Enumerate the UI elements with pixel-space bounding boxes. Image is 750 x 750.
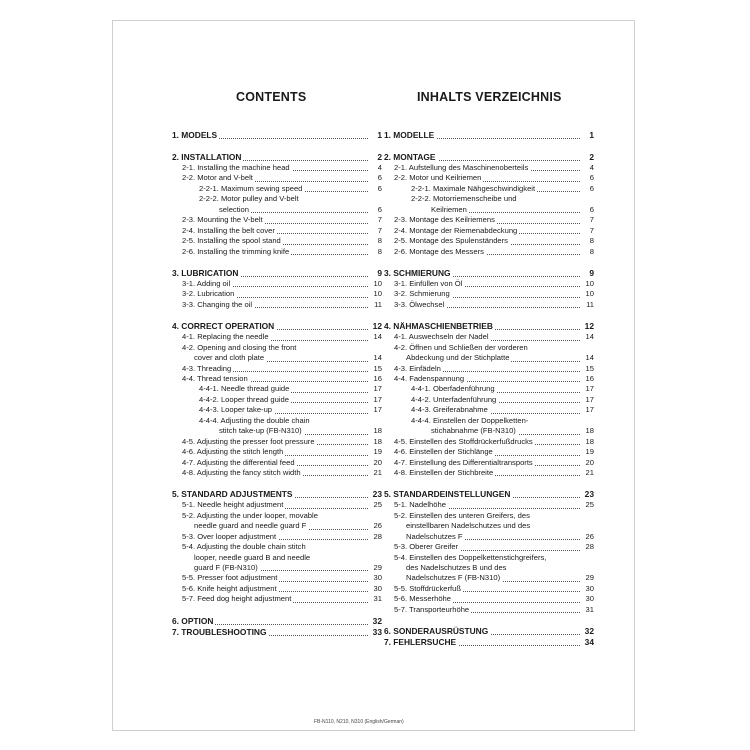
toc-section-entry	[172, 500, 382, 510]
toc-section-entry	[172, 300, 382, 310]
toc-page-number: 21	[580, 468, 594, 478]
toc-page-number: 16	[580, 374, 594, 384]
toc-entry-label: 4. NÄHMASCHIENBETRIEB	[384, 321, 493, 332]
toc-entry-label: 4-7. Einstellung des Differentialtransports	[394, 457, 533, 467]
toc-entry-label: 2-2. Motor und Keilriemen	[394, 173, 482, 183]
contents-list-german	[384, 130, 594, 648]
toc-entry-label: 3-1. Adding oil	[182, 278, 231, 288]
contents-title: CONTENTS	[236, 90, 307, 104]
toc-entry-label: stichabnahme (FB-N310)	[431, 426, 516, 436]
toc-section-entry	[384, 500, 594, 510]
toc-section-entry	[384, 247, 594, 257]
toc-entry-label: 2-3. Montage des Keilriemens	[394, 215, 495, 225]
toc-section-entry	[384, 236, 594, 246]
toc-page-number: 31	[368, 594, 382, 604]
toc-page-number: 33	[368, 627, 382, 638]
toc-section-entry	[172, 247, 382, 257]
toc-page-number: 19	[580, 447, 594, 457]
toc-page-number: 26	[580, 532, 594, 542]
toc-entry-label: 2-3. Mounting the V-belt	[182, 215, 263, 225]
toc-section-entry	[172, 542, 382, 552]
toc-entry-label: looper, needle guard B and needle	[194, 552, 311, 562]
toc-section-entry	[384, 584, 594, 594]
toc-section-entry	[384, 353, 594, 363]
toc-entry-label: 4-3. Threading	[182, 363, 232, 373]
toc-entry-label: 4-7. Adjusting the differential feed	[182, 457, 295, 467]
toc-entry-label: selection	[219, 204, 249, 214]
toc-entry-label: 2-2-2. Motorriemenscheibe und	[411, 194, 517, 204]
toc-page-number: 18	[368, 426, 382, 436]
toc-section-entry	[384, 395, 594, 405]
toc-section-entry	[384, 405, 594, 415]
toc-page-number: 18	[580, 426, 594, 436]
toc-entry-label: Abdeckung und der Stichplatte	[406, 353, 510, 363]
toc-page-number: 19	[368, 447, 382, 457]
toc-page-number: 32	[580, 626, 594, 637]
toc-chapter-entry	[172, 130, 382, 141]
toc-entry-label: 5-5. Presser foot adjustment	[182, 573, 278, 583]
toc-chapter-entry	[172, 321, 382, 332]
toc-section-entry	[172, 511, 382, 521]
toc-entry-label: 4-4-1. Oberfadenführung	[411, 384, 495, 394]
toc-entry-label: 2-1. Aufstellung des Maschinenoberteils	[394, 163, 529, 172]
toc-entry-label: 4-4. Fadenspannung	[394, 374, 465, 383]
toc-section-entry	[172, 447, 382, 457]
toc-entry-label: 4-8. Einstellen der Stichbreite	[394, 467, 494, 477]
toc-page-number: 6	[580, 173, 594, 183]
toc-entry-label: 2. MONTAGE	[384, 152, 436, 162]
toc-section-entry	[172, 163, 382, 173]
toc-section-entry	[384, 163, 594, 173]
toc-section-entry	[384, 605, 594, 615]
toc-section-entry	[172, 573, 382, 583]
toc-page-number: 4	[580, 163, 594, 173]
toc-page-number: 8	[368, 247, 382, 257]
toc-section-entry	[384, 279, 594, 289]
toc-entry-label: 4-4-2. Looper thread guide	[199, 394, 289, 404]
toc-page-number: 1	[368, 130, 382, 141]
toc-entry-label: 4. CORRECT OPERATION	[172, 321, 275, 332]
toc-section-entry	[384, 563, 594, 573]
toc-entry-label: 5-2. Adjusting the under looper, movable	[182, 510, 318, 520]
toc-section-entry	[172, 521, 382, 531]
toc-section-entry	[172, 563, 382, 573]
toc-entry-label: 4-4. Thread tension	[182, 374, 248, 383]
toc-entry-label: 2-5. Montage des Spulenständers	[394, 236, 508, 246]
toc-page-number: 30	[580, 584, 594, 594]
toc-section-entry	[384, 573, 594, 583]
toc-entry-label: 4-8. Adjusting the fancy stitch width	[182, 467, 301, 477]
toc-entry-label: 2-2-1. Maximum sewing speed	[199, 183, 303, 193]
toc-entry-label: 4-2. Öffnen und Schließen der vorderen	[394, 342, 528, 352]
toc-entry-label: 4-4-3. Greiferabnahme	[411, 405, 488, 415]
toc-entry-label: 5-1. Nadelhöhe	[394, 500, 446, 510]
toc-section-entry	[172, 416, 382, 426]
toc-section-entry	[384, 437, 594, 447]
toc-page-number: 18	[368, 437, 382, 447]
toc-page-number: 7	[368, 215, 382, 225]
toc-section-entry	[384, 542, 594, 552]
toc-entry-label: Nadelschutzes F	[406, 531, 463, 541]
toc-section-entry	[172, 353, 382, 363]
toc-page-number: 12	[580, 321, 594, 332]
toc-entry-label: 3-2. Lubrication	[182, 289, 235, 299]
toc-entry-label: 5. STANDARDEINSTELLUNGEN	[384, 489, 511, 500]
toc-page-number: 20	[368, 458, 382, 468]
toc-chapter-entry	[172, 489, 382, 500]
toc-entry-label: des Nadelschutzes B und des	[406, 563, 507, 572]
toc-entry-label: 2-6. Montage des Messers	[394, 246, 484, 256]
toc-section-entry	[172, 215, 382, 225]
toc-section-entry	[384, 332, 594, 342]
toc-page-number: 6	[368, 205, 382, 215]
toc-page-number: 17	[368, 384, 382, 394]
toc-page-number: 2	[580, 152, 594, 163]
toc-entry-label: 5-1. Needle height adjustment	[182, 500, 284, 510]
toc-section-entry	[172, 279, 382, 289]
toc-page-number: 12	[368, 321, 382, 332]
toc-entry-label: 2-2. Motor and V-belt	[182, 173, 253, 183]
toc-page-number: 32	[368, 616, 382, 627]
toc-chapter-entry	[172, 268, 382, 279]
toc-section-entry	[384, 521, 594, 531]
toc-entry-label: 2-4. Installing the belt cover	[182, 225, 275, 235]
toc-entry-label: 4-3. Einfädeln	[394, 363, 441, 373]
toc-entry-label: 4-4-4. Einstellen der Doppelketten-	[411, 415, 529, 425]
toc-page-number: 34	[580, 637, 594, 648]
toc-chapter-entry	[384, 268, 594, 279]
toc-page-number: 16	[368, 374, 382, 384]
toc-page-number: 29	[368, 563, 382, 573]
toc-entry-label: 2-2-1. Maximale Nähgeschwindigkeit	[411, 183, 536, 193]
toc-chapter-entry	[384, 130, 594, 141]
toc-section-entry	[172, 289, 382, 299]
toc-entry-label: 4-2. Opening and closing the front	[182, 342, 297, 352]
model-footer: FB-N110, N210, N310 (English/German)	[314, 719, 404, 725]
toc-section-entry	[384, 343, 594, 353]
toc-entry-label: 4-4-2. Unterfadenführung	[411, 394, 497, 404]
toc-section-entry	[172, 426, 382, 436]
toc-chapter-entry	[172, 152, 382, 163]
toc-section-entry	[384, 364, 594, 374]
toc-entry-label: 3-3. Changing the oil	[182, 299, 253, 309]
toc-page-number: 4	[368, 163, 382, 173]
toc-page-number: 15	[580, 364, 594, 374]
toc-entry-label: 4-4-3. Looper take-up	[199, 405, 273, 415]
toc-section-entry	[384, 226, 594, 236]
toc-page-number: 14	[368, 353, 382, 363]
toc-section-entry	[172, 226, 382, 236]
toc-section-entry	[172, 532, 382, 542]
toc-entry-label: 2-4. Montage der Riemenabdeckung	[394, 225, 518, 235]
toc-entry-label: 2-2-2. Motor pulley and V-belt	[199, 194, 299, 204]
toc-page-number: 30	[368, 584, 382, 594]
toc-page-number: 14	[368, 332, 382, 342]
toc-entry-label: 5-4. Einstellen des Doppelkettenstichgreifers,	[394, 552, 547, 562]
toc-section-entry	[384, 289, 594, 299]
toc-section-entry	[384, 374, 594, 384]
toc-chapter-entry	[384, 626, 594, 637]
toc-entry-label: 2-1. Installing the machine head	[182, 163, 290, 172]
toc-entry-label: stitch take-up (FB-N310)	[219, 426, 302, 436]
toc-entry-label: 4-5. Adjusting the presser foot pressure	[182, 436, 315, 446]
toc-page-number: 10	[580, 289, 594, 299]
toc-entry-label: 5-4. Adjusting the double chain stitch	[182, 542, 306, 552]
toc-chapter-entry	[384, 321, 594, 332]
toc-section-entry	[384, 511, 594, 521]
toc-page-number: 11	[580, 300, 594, 310]
toc-page-number: 25	[580, 500, 594, 510]
toc-page-number: 6	[580, 205, 594, 215]
toc-page-number: 17	[368, 405, 382, 415]
toc-section-entry	[384, 447, 594, 457]
toc-entry-label: 6. SONDERAUSRÜSTUNG	[384, 626, 489, 637]
toc-section-entry	[172, 584, 382, 594]
toc-page-number: 15	[368, 364, 382, 374]
toc-page-number: 17	[580, 395, 594, 405]
toc-entry-label: 2-5. Installing the spool stand	[182, 236, 281, 246]
toc-entry-label: 4-1. Replacing the needle	[182, 332, 269, 342]
toc-page-number: 10	[368, 279, 382, 289]
toc-section-entry	[172, 205, 382, 215]
toc-page-number: 9	[580, 268, 594, 279]
toc-chapter-entry	[172, 627, 382, 638]
toc-section-entry	[172, 553, 382, 563]
toc-page-number: 17	[368, 395, 382, 405]
toc-section-entry	[172, 405, 382, 415]
toc-page-number: 20	[580, 458, 594, 468]
toc-entry-label: 3-2. Schmierung	[394, 289, 450, 299]
toc-entry-label: 5-3. Oberer Greifer	[394, 542, 459, 552]
toc-entry-label: Nadelschutzes F (FB-N310)	[406, 573, 501, 583]
toc-section-entry	[172, 437, 382, 447]
toc-entry-label: 4-5. Einstellen des Stoffdrückerfußdrucks	[394, 436, 533, 446]
toc-entry-label: 3. LUBRICATION	[172, 267, 239, 278]
toc-entry-label: 5-6. Messerhöhe	[394, 594, 451, 604]
toc-section-entry	[384, 468, 594, 478]
toc-page-number: 10	[580, 279, 594, 289]
toc-page-number: 6	[368, 173, 382, 183]
toc-section-entry	[172, 332, 382, 342]
toc-entry-label: 5. STANDARD ADJUSTMENTS	[172, 489, 293, 500]
toc-entry-label: 5-5. Stoffdrückerfuß	[394, 583, 461, 593]
toc-entry-label: 4-6. Adjusting the stitch length	[182, 447, 284, 457]
toc-chapter-entry	[384, 489, 594, 500]
toc-entry-label: 2. INSTALLATION	[172, 152, 242, 162]
inhalts-verzeichnis-title: INHALTS VERZEICHNIS	[417, 90, 562, 104]
toc-section-entry	[172, 468, 382, 478]
toc-entry-label: 4-6. Einstellen der Stichlänge	[394, 447, 493, 457]
toc-section-entry	[172, 458, 382, 468]
toc-page-number: 6	[580, 184, 594, 194]
toc-page-number: 25	[368, 500, 382, 510]
toc-page-number: 18	[580, 437, 594, 447]
toc-chapter-entry	[384, 152, 594, 163]
toc-page-number: 28	[368, 532, 382, 542]
toc-page-number: 14	[580, 332, 594, 342]
toc-page-number: 8	[580, 236, 594, 246]
toc-page-number: 14	[580, 353, 594, 363]
toc-entry-label: 5-6. Knife height adjustment	[182, 583, 277, 593]
toc-entry-label: 5-2. Einstellen des unteren Greifers, des	[394, 510, 530, 520]
toc-section-entry	[172, 374, 382, 384]
toc-section-entry	[384, 194, 594, 204]
toc-entry-label: 5-7. Feed dog height adjustment	[182, 594, 292, 604]
toc-section-entry	[172, 173, 382, 183]
toc-entry-label: 7. FEHLERSUCHE	[384, 637, 457, 648]
toc-section-entry	[384, 184, 594, 194]
toc-entry-label: guard F (FB-N310)	[194, 563, 258, 572]
toc-page-number: 29	[580, 573, 594, 583]
toc-entry-label: cover and cloth plate	[194, 353, 265, 363]
toc-entry-label: 5-7. Transporteurhöhe	[394, 604, 470, 614]
toc-entry-label: 2-6. Installing the trimming knife	[182, 246, 290, 256]
toc-section-entry	[384, 458, 594, 468]
contents-list-english	[172, 130, 382, 638]
toc-section-entry	[384, 416, 594, 426]
toc-section-entry	[384, 426, 594, 436]
toc-page-number: 23	[580, 489, 594, 500]
toc-page-number: 17	[580, 405, 594, 415]
toc-entry-label: needle guard and needle guard F	[194, 521, 307, 531]
toc-entry-label: 3. SCHMIERUNG	[384, 267, 451, 278]
toc-entry-label: Keilriemen	[431, 204, 467, 214]
toc-page-number: 28	[580, 542, 594, 552]
toc-entry-label: 3-1. Einfüllen von Öl	[394, 278, 463, 288]
toc-section-entry	[384, 553, 594, 563]
toc-entry-label: 4-4-4. Adjusting the double chain	[199, 415, 310, 425]
toc-chapter-entry	[172, 616, 382, 627]
toc-chapter-entry	[384, 637, 594, 648]
toc-page-number: 8	[368, 236, 382, 246]
toc-page-number: 23	[368, 489, 382, 500]
toc-section-entry	[172, 594, 382, 604]
toc-section-entry	[384, 594, 594, 604]
toc-entry-label: 3-3. Ölwechsel	[394, 299, 445, 309]
toc-page-number: 6	[368, 184, 382, 194]
toc-entry-label: 6. OPTION	[172, 615, 214, 626]
toc-page-number: 8	[580, 247, 594, 257]
toc-section-entry	[384, 215, 594, 225]
toc-section-entry	[384, 205, 594, 215]
toc-section-entry	[384, 384, 594, 394]
toc-page-number: 7	[580, 215, 594, 225]
toc-page-number: 21	[368, 468, 382, 478]
toc-page-number: 17	[580, 384, 594, 394]
toc-entry-label: 4-1. Auswechseln der Nadel	[394, 332, 489, 342]
toc-section-entry	[384, 300, 594, 310]
toc-page-number: 10	[368, 289, 382, 299]
toc-entry-label: 5-3. Over looper adjustment	[182, 531, 277, 541]
toc-section-entry	[172, 364, 382, 374]
toc-page-number: 30	[368, 573, 382, 583]
toc-entry-label: 1. MODELS	[172, 130, 218, 140]
toc-page-number: 9	[368, 268, 382, 279]
toc-entry-label: 1. MODELLE	[384, 130, 435, 140]
toc-entry-label: 4-4-1. Needle thread guide	[199, 384, 290, 394]
toc-section-entry	[172, 384, 382, 394]
toc-page-number: 7	[368, 226, 382, 236]
toc-page-number: 1	[580, 130, 594, 141]
toc-section-entry	[384, 173, 594, 183]
toc-page-number: 26	[368, 521, 382, 531]
toc-page-number: 2	[368, 152, 382, 163]
toc-page-number: 11	[368, 300, 382, 310]
toc-entry-label: einstellbaren Nadelschutzes und des	[406, 521, 531, 531]
toc-page-number: 7	[580, 226, 594, 236]
toc-section-entry	[172, 395, 382, 405]
toc-entry-label: 7. TROUBLESHOOTING	[172, 626, 267, 637]
toc-section-entry	[172, 343, 382, 353]
toc-section-entry	[172, 194, 382, 204]
toc-section-entry	[172, 236, 382, 246]
toc-section-entry	[384, 532, 594, 542]
toc-section-entry	[172, 184, 382, 194]
toc-page-number: 30	[580, 594, 594, 604]
toc-page-number: 31	[580, 605, 594, 615]
